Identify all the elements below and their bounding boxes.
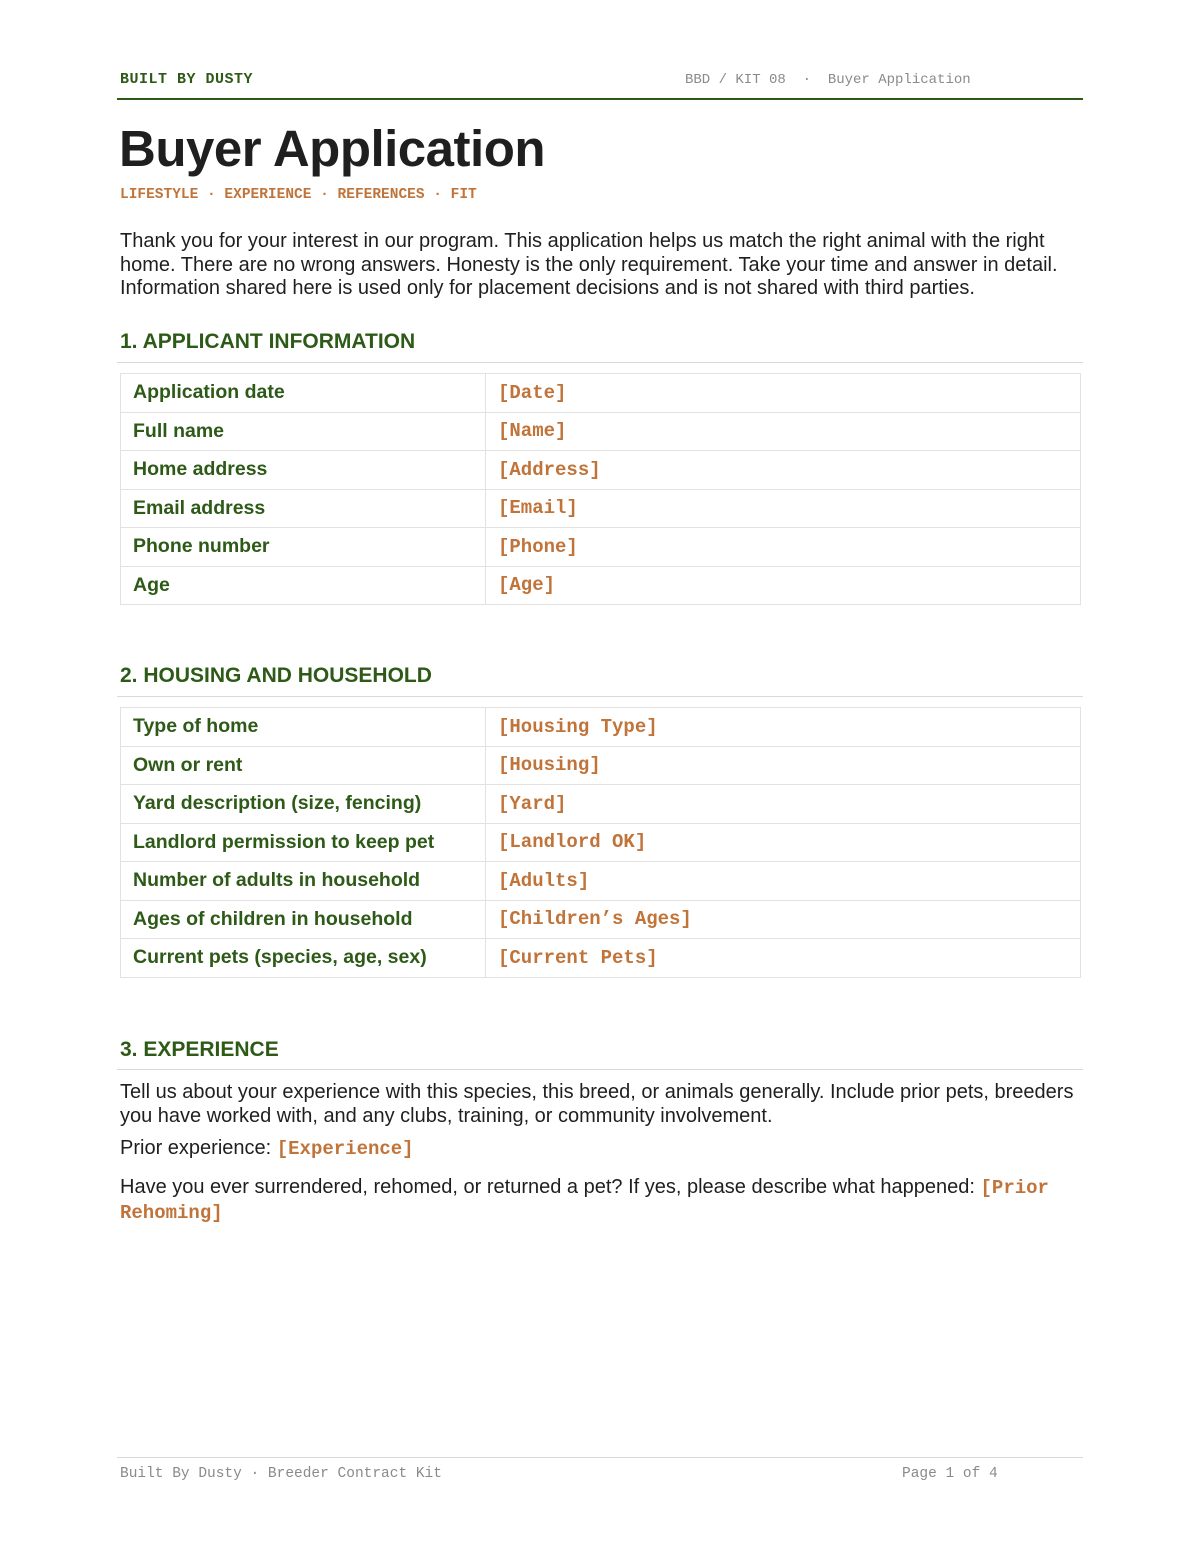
section-divider [117,1069,1083,1070]
field-value-housing[interactable]: [Housing] [486,746,1081,785]
brand-name: BUILT BY DUSTY [120,71,254,88]
table-row [121,862,1081,901]
field-value-address[interactable]: [Address] [486,451,1081,490]
section-divider [117,696,1083,697]
field-label: Yard description (size, fencing) [121,785,486,824]
section-title-experience: 3. EXPERIENCE [120,1038,279,1061]
field-value-current-pets[interactable]: [Current Pets] [486,939,1081,978]
page-subtitle: LIFESTYLE · EXPERIENCE · REFERENCES · FIT [120,187,477,203]
table-row [121,528,1081,567]
page-header [117,70,1083,100]
rehoming-question-label: Have you ever surrendered, rehomed, or returned a pet? If yes, please describe what happened: [120,1176,975,1198]
applicant-information-table [120,373,1081,605]
field-value-yard[interactable]: [Yard] [486,785,1081,824]
page-title: Buyer Application [119,120,545,177]
field-label: Phone number [121,528,486,567]
housing-household-table [120,707,1081,978]
footer-divider [117,1457,1083,1458]
table-row [121,489,1081,528]
field-value-childrens-ages[interactable]: [Children’s Ages] [486,900,1081,939]
intro-paragraph: Thank you for your interest in our program. This application helps us match the right animal with the right home. There are no wrong answers. Honesty is the only requirement. Take your time and answer in detail. Information shared here is used only for placement decisions and is not shared with third parties. [120,230,1058,299]
field-label: Email address [121,489,486,528]
field-value-landlord-ok[interactable]: [Landlord OK] [486,823,1081,862]
field-value-housing-type[interactable]: [Housing Type] [486,708,1081,747]
table-row [121,412,1081,451]
field-value-adults[interactable]: [Adults] [486,862,1081,901]
experience-description: Tell us about your experience with this species, this breed, or animals generally. Include prior pets, breeders you have worked with, and any clubs, training, or community involvement. [120,1081,1074,1127]
prior-experience-value[interactable]: [Experience] [276,1138,414,1160]
field-label: Home address [121,451,486,490]
field-label: Type of home [121,708,486,747]
field-label: Ages of children in household [121,900,486,939]
field-label: Current pets (species, age, sex) [121,939,486,978]
document-reference: BBD / KIT 08 · Buyer Application [685,72,971,88]
field-value-name[interactable]: [Name] [486,412,1081,451]
rehoming-question-line [120,1176,1082,1225]
field-label: Application date [121,374,486,413]
field-value-phone[interactable]: [Phone] [486,528,1081,567]
table-row [121,566,1081,605]
field-label: Full name [121,412,486,451]
table-row [121,939,1081,978]
page-number: Page 1 of 4 [902,1466,998,1482]
field-label: Landlord permission to keep pet [121,823,486,862]
table-row [121,708,1081,747]
field-label: Age [121,566,486,605]
field-value-date[interactable]: [Date] [486,374,1081,413]
field-value-age[interactable]: [Age] [486,566,1081,605]
prior-experience-line [120,1137,1082,1162]
field-label: Number of adults in household [121,862,486,901]
field-label: Own or rent [121,746,486,785]
section-title-housing-and-household: 2. HOUSING AND HOUSEHOLD [120,664,432,687]
section-title-applicant-information: 1. APPLICANT INFORMATION [120,330,416,353]
footer-kit-name: Built By Dusty · Breeder Contract Kit [120,1466,442,1482]
table-row [121,823,1081,862]
field-value-email[interactable]: [Email] [486,489,1081,528]
table-row [121,746,1081,785]
table-row [121,900,1081,939]
section-divider [117,362,1083,363]
prior-experience-label: Prior experience: [120,1137,272,1159]
table-row [121,785,1081,824]
table-row [121,374,1081,413]
rehoming-value[interactable]: [Prior Rehoming] [120,1177,1049,1224]
table-row [121,451,1081,490]
